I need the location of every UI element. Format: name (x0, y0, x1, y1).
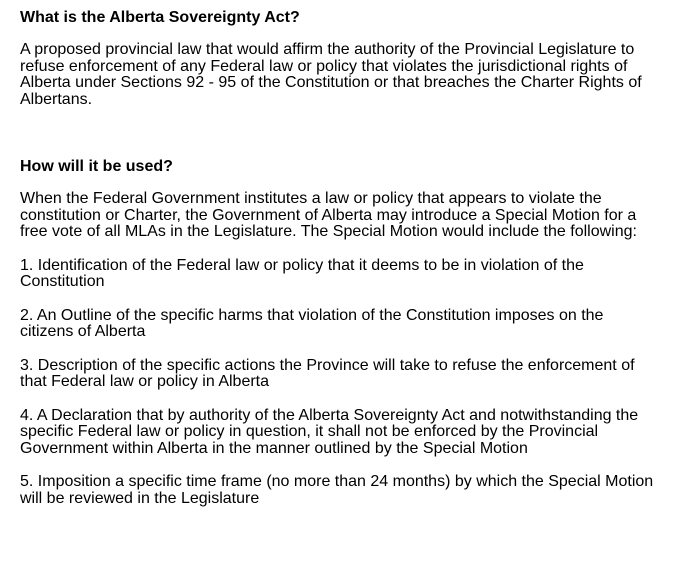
section-heading-how-used: How will it be used? (20, 158, 173, 175)
section-heading-what-is: What is the Alberta Sovereignty Act? (20, 9, 300, 26)
list-item-2: 2. An Outline of the specific harms that violation of the Constitution imposes on the citizens of Alberta (20, 306, 604, 340)
list-item-4: 4. A Declaration that by authority of the Alberta Sovereignty Act and notwithstanding the specific Federal law or policy in question, it shall not be enforced by the Provincial Government within Alberta in the manner outlined by the Special Motion (20, 406, 639, 457)
section-intro-how-used: When the Federal Government institutes a law or policy that appears to violate the constitution or Charter, the Government of Alberta may introduce a Special Motion for a free vote of all MLAs in the Legislature. The Special Motion would include the following: (20, 190, 637, 240)
section-body-what-is: A proposed provincial law that would affirm the authority of the Provincial Legislature to refuse enforcement of any Federal law or policy that violates the jurisdictional rights of Alberta under Sections 92 - 95 of the Constitution or that breaches the Charter Rights of Albertans. (20, 41, 642, 108)
list-item-5: 5. Imposition a specific time frame (no more than 24 months) by which the Special Motion will be reviewed in the Legislature (20, 473, 654, 507)
list-item-3: 3. Description of the specific actions the Province will take to refuse the enforcement of that Federal law or policy in Alberta (20, 356, 635, 390)
list-item-1: 1. Identification of the Federal law or policy that it deems to be in violation of the Constitution (20, 256, 584, 290)
